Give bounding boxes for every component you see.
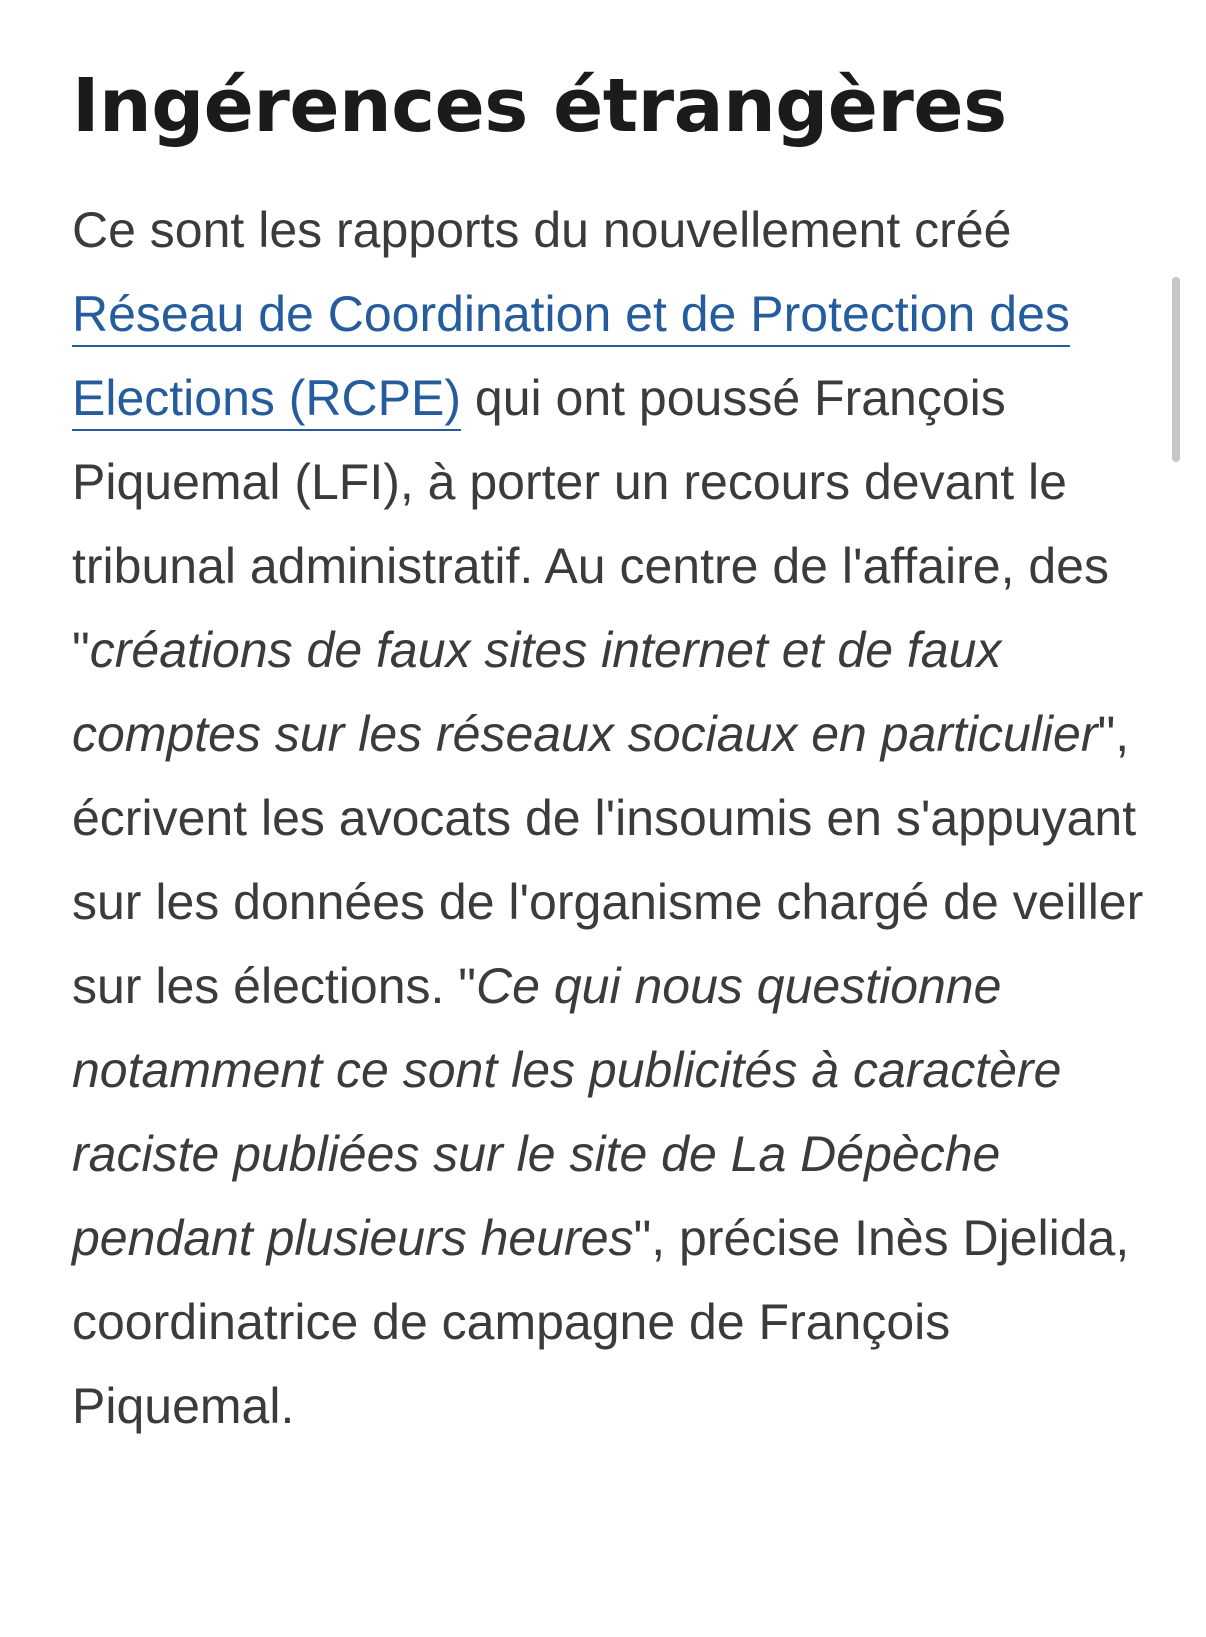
rcpe-link[interactable]: Réseau de Coordination et de Protection des Elections (RCPE) — [72, 286, 1070, 426]
paragraph-text-4: ", précise Inès Djelida, coordinatrice de campagne de François Piquemal. — [72, 1210, 1130, 1434]
vertical-scrollbar[interactable] — [1172, 277, 1180, 462]
article-paragraph — [72, 188, 1152, 1448]
paragraph-text-2: qui ont poussé François Piquemal (LFI), à porter un recours devant le tribunal administratif. Au centre de l'affaire, des " — [72, 370, 1109, 678]
quote-djelida: Ce qui nous questionne notamment ce sont les publicités à caractère raciste publiées sur le site de La Dépèche pendant plusieurs heures — [72, 958, 1062, 1266]
paragraph-text-3: ", écrivent les avocats de l'insoumis en s'appuyant sur les données de l'organisme chargé de veiller sur les élections. " — [72, 706, 1144, 1014]
paragraph-text-1: Ce sont les rapports du nouvellement créé — [72, 202, 1012, 258]
section-heading: Ingérences étrangères — [72, 63, 1007, 149]
article-section — [72, 58, 1152, 1448]
quote-lawyers: créations de faux sites internet et de faux comptes sur les réseaux sociaux en particulier — [72, 622, 1098, 762]
